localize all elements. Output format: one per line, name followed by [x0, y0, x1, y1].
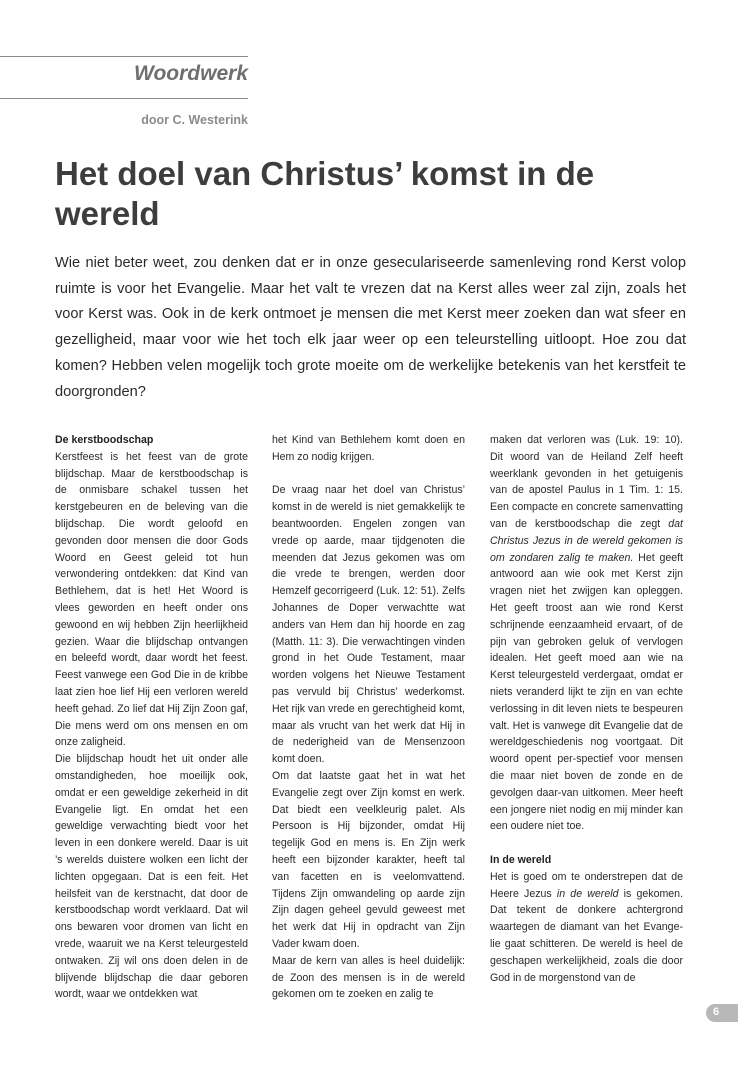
paragraph: Kerstfeest is het feest van de grote blijdschap. Maar de kerstboodschap is de onmisbare schakel tussen het kerstgebeuren en de beleving van die blijdschap. Die wordt geloofd en gevonden door mensen die door Gods Woord en Geest geleid tot hun verwondering ontdekken: dat Kind van Bethlehem, dat is het! Het Woord is vlees geworden en heeft onder ons gewoond en wij hebben Zijn heerlijkheid gezien. Waar die blijdschap ontvangen en beleefd wordt, daar wordt het feest. Feest vanwege een God Die in de kribbe laat zien hoe lief Hij een verloren wereld heeft gehad. Zo lief dat Hij Zijn Zoon gaf, Die mens werd om ons mensen en om onze zaligheid. [55, 450, 248, 749]
paragraph: Om dat laatste gaat het in wat het Evangelie zegt over Zijn komst en werk. Dat biedt een veelkleurig palet. Als Persoon is Hij bijzonder, omdat Hij tegelijk God en mens is. En Zijn werk heeft een bijzonder karakter, heeft tal van facetten en is veelomvattend. Tijdens Zijn omwandeling op aarde zijn Zijn dagen geheel gevuld geweest met het werk dat Hij in opdracht van Zijn Vader kwam doen. [272, 769, 465, 950]
paragraph [490, 869, 683, 987]
article-title: Het doel van Christus’ komst in de wereld [55, 155, 595, 232]
column-2 [272, 432, 465, 1003]
header-rule-top [0, 56, 248, 57]
paragraph-text: Het geeft antwoord aan wie ook met Kerst zijn vragen niet het zwijgen kan opleggen. Het geeft troost aan wie rond Kerst schrijnende eenzaamheid ervaart, of de pijn van gebroken geluk of vervlogen idealen. Het geeft moed aan wie na Kerst teleurgesteld verdergaat, omdat er niets veranderd lijkt te zijn en van echte verlossing in dit leven niets te bespeuren valt. Het is vanwege dit Evangelie dat de wereldgeschiedenis nog voortgaat. Dit woord opent per-spectief voor mensen die maar niet boven de zonde en de gevolgen daar-van uitkomen. Meer heeft een jongere niet nodig en mij minder kan een oudere niet toe. [490, 551, 684, 833]
column-3 [490, 432, 683, 986]
emphasis: in de wereld [556, 887, 619, 900]
header-rule-bottom [0, 98, 248, 99]
subheading-kerstboodschap: De kerstboodschap [55, 434, 154, 446]
paragraph: Die blijdschap houdt het uit onder alle omstandigheden, hoe moeilijk ook, omdat er een geweldige zekerheid in dit Evangelie ligt. En omdat het een geweldige verwachting biedt voor het leven in een donkere wereld. Daar is uit ’s werelds duistere wolken een licht der lichten opgegaan. Dat is een feit. Het heilsfeit van de kerstnacht, dat door de kerstboodschap wordt verklaard. Dat wil ons bewaren voor dromen van licht en vrede, waaruit we na Kerst teleurgesteld ontwaken. Zij wil ons doen delen in de blijvende blijdschap die daar geboren wordt, waar we ontdekken wat [55, 753, 248, 1001]
section-title: Woordwerk [134, 62, 248, 85]
paragraph: Maar de kern van alles is heel duidelijk: de Zoon des mensen is in de wereld gekomen om te zoeken en zalig te [272, 954, 465, 1001]
author-byline: door C. Westerink [141, 113, 248, 127]
paragraph-text: maken dat verloren was (Luk. 19: 10). Dit woord van de Heiland Zelf heeft weerklank gevonden in het getuigenis van de apostel Paulus in 1 Tim. 1: 15. Een compacte en concrete samenvatting van de kerstboodschap die zegt [490, 434, 683, 530]
page-number-tab [706, 1004, 738, 1022]
subheading-in-de-wereld: In de wereld [490, 853, 552, 866]
paragraph-text: is gekomen. Dat tekent de donkere achtergrond waartegen de diamant van het Evange-lie gaat schitteren. De wereld is heel de geschapen werkelijkheid, zoals die door God in de morgenstond van de [490, 887, 684, 984]
paragraph: het Kind van Bethlehem komt doen en Hem zo nodig krijgen. [272, 434, 465, 463]
article-intro: Wie niet beter weet, zou denken dat er in onze geseculariseerde samenleving rond Kerst volop ruimte is voor het Evangelie. Maar het valt te vrezen dat na Kerst alles weer zal zijn, zoals het voor Kerst was. Ook in de kerk ontmoet je mensen die met Kerst meer zoeken dan wat sfeer en gezelligheid, maar voor wie het toch elk jaar weer op een teleurstelling uitloopt. Hoe zou dat komen? Hebben velen mogelijk toch grote moeite om de werkelijke betekenis van het kerstfeit te doorgronden? [55, 255, 686, 400]
paragraph-text: Het is goed om te onderstrepen dat de Heere Jezus [490, 870, 683, 900]
paragraph [490, 432, 683, 835]
paragraph: De vraag naar het doel van Christus’ komst in de wereld is niet gemakkelijk te beantwoorden. Engelen zongen van vrede op aarde, maar tijdgenoten die meenden dat Jezus gekomen was om die vrede te brengen, werden door Hemzelf gecorrigeerd (Luk. 12: 51). Zelfs Johannes de Doper verwachtte wat anders van Hem dan hij hoorde en zag (Matth. 11: 3). Die verwachtingen vinden grond in het Oude Testament, maar worden volgens het Nieuwe Testament pas vervuld bij Christus’ wederkomst. Het rijk van vrede en gerechtigheid komt, maar als vrucht van het werk dat Hij in de nederigheid van de Mensenzoon komt doen. [272, 484, 465, 766]
bible-quote: dat Christus Jezus in de wereld gekomen is om zondaren zalig te maken. [490, 517, 683, 564]
page-number: 6 [713, 1006, 720, 1018]
column-1 [55, 432, 248, 1003]
